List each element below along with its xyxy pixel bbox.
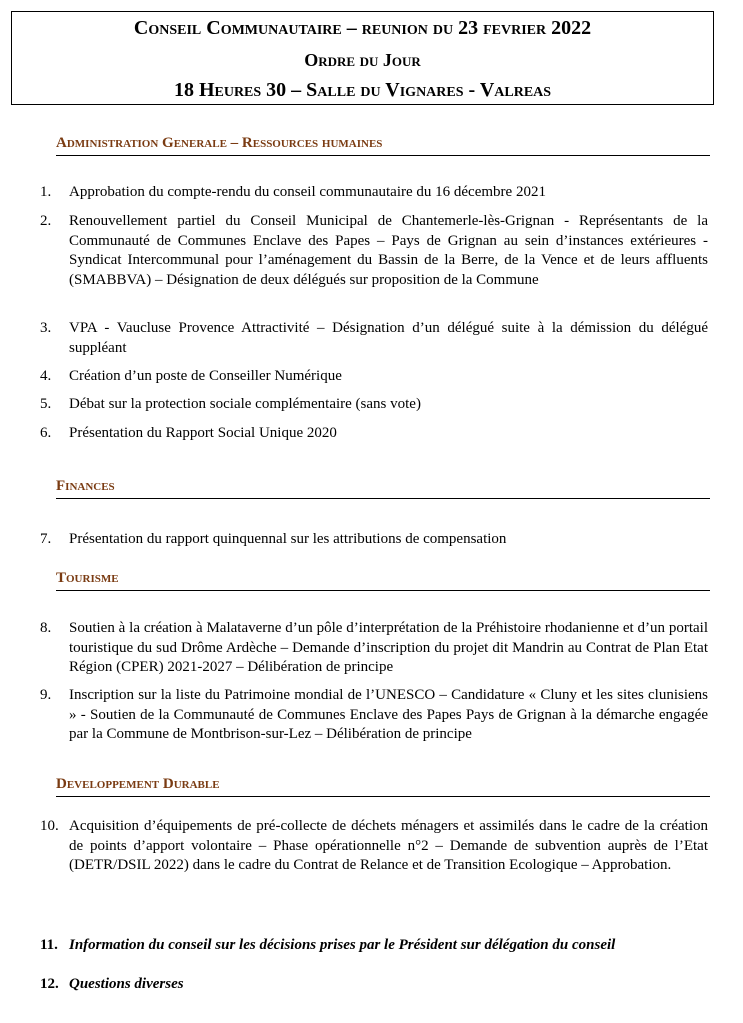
agenda-item xyxy=(40,686,708,745)
header-box xyxy=(11,11,714,105)
item-number: 7. xyxy=(40,531,52,547)
item-text: Présentation du rapport quinquennal sur les attributions de compensation xyxy=(69,531,507,547)
meeting-time-location: 18 Heures 30 – Salle du Vignares - Valreas xyxy=(173,79,552,101)
item-number: 1. xyxy=(40,184,52,200)
agenda-item xyxy=(40,319,708,358)
item-number: 9. xyxy=(40,687,52,703)
item-text: Inscription sur la liste du Patrimoine mondial de l’UNESCO – Candidature « Cluny et les sites clunisiens » - Soutien de la Communauté de Communes Enclave des Papes Pays de Grignan à la démarche engagée par la Commune de Montbrison-sur-Lez – Délibération de principe xyxy=(69,687,708,742)
item-text: Questions diverses xyxy=(69,976,184,992)
item-text: Approbation du compte-rendu du conseil communautaire du 16 décembre 2021 xyxy=(69,184,546,200)
item-text: Information du conseil sur les décisions prises par le Président sur délégation du conseil xyxy=(69,937,616,953)
item-number: 6. xyxy=(40,425,52,441)
item-text: Présentation du Rapport Social Unique 2020 xyxy=(69,425,337,441)
section-heading-developpement: Developpement Durable xyxy=(56,775,710,797)
section-heading-finances: Finances xyxy=(56,477,710,499)
section-heading-tourisme: Tourisme xyxy=(56,569,710,591)
agenda-item xyxy=(40,975,708,995)
agenda-item xyxy=(40,530,708,550)
agenda-item xyxy=(40,395,708,415)
item-text: Acquisition d’équipements de pré-collecte de déchets ménagers et assimilés dans le cadre de la création de points d’apport volontaire – Phase opérationnelle n°2 – Demande de subvention auprès de l’Etat (DETR/DSIL 2022) dans le cadre du Contrat de Relance et de Transition Ecologique – Approbation. xyxy=(69,818,708,873)
meeting-title: Conseil Communautaire – reunion du 23 fevrier 2022 xyxy=(133,17,592,39)
agenda-item xyxy=(40,212,708,290)
item-text: Débat sur la protection sociale complémentaire (sans vote) xyxy=(69,396,421,412)
item-number: 4. xyxy=(40,368,52,384)
item-number: 3. xyxy=(40,320,52,336)
item-text: VPA - Vaucluse Provence Attractivité – Désignation d’un délégué suite à la démission du délégué suppléant xyxy=(69,320,708,356)
item-number: 5. xyxy=(40,396,52,412)
item-number: 12. xyxy=(40,976,59,992)
item-number: 2. xyxy=(40,213,52,229)
section-heading-admin: Administration Generale – Ressources humaines xyxy=(56,134,710,156)
item-text: Soutien à la création à Malataverne d’un pôle d’interprétation de la Préhistoire rhodanienne et d’un portail touristique du sud Drôme Ardèche – Demande d’inscription du projet dit Mandrin au Contrat de Plan Etat Région (CPER) 2021-2027 – Délibération de principe xyxy=(69,620,708,675)
agenda-item xyxy=(40,817,708,876)
agenda-item xyxy=(40,424,708,444)
item-number: 10. xyxy=(40,818,59,834)
item-text: Renouvellement partiel du Conseil Municipal de Chantemerle-lès-Grignan - Représentants de la Communauté de Communes Enclave des Papes – Pays de Grignan au sein d’instances extérieures - Syndicat Intercommunal pour l’aménagement du Bassin de la Berre, de la Vence et de leurs affluents (SMABBVA) – Désignation de deux délégués sur proposition de la Commune xyxy=(69,213,708,288)
item-number: 8. xyxy=(40,620,52,636)
agenda-item xyxy=(40,367,708,387)
agenda-item xyxy=(40,183,708,203)
agenda-item xyxy=(40,936,708,956)
item-number: 11. xyxy=(40,937,58,953)
agenda-item xyxy=(40,619,708,678)
item-text: Création d’un poste de Conseiller Numérique xyxy=(69,368,342,384)
agenda-title: Ordre du Jour xyxy=(304,50,421,70)
